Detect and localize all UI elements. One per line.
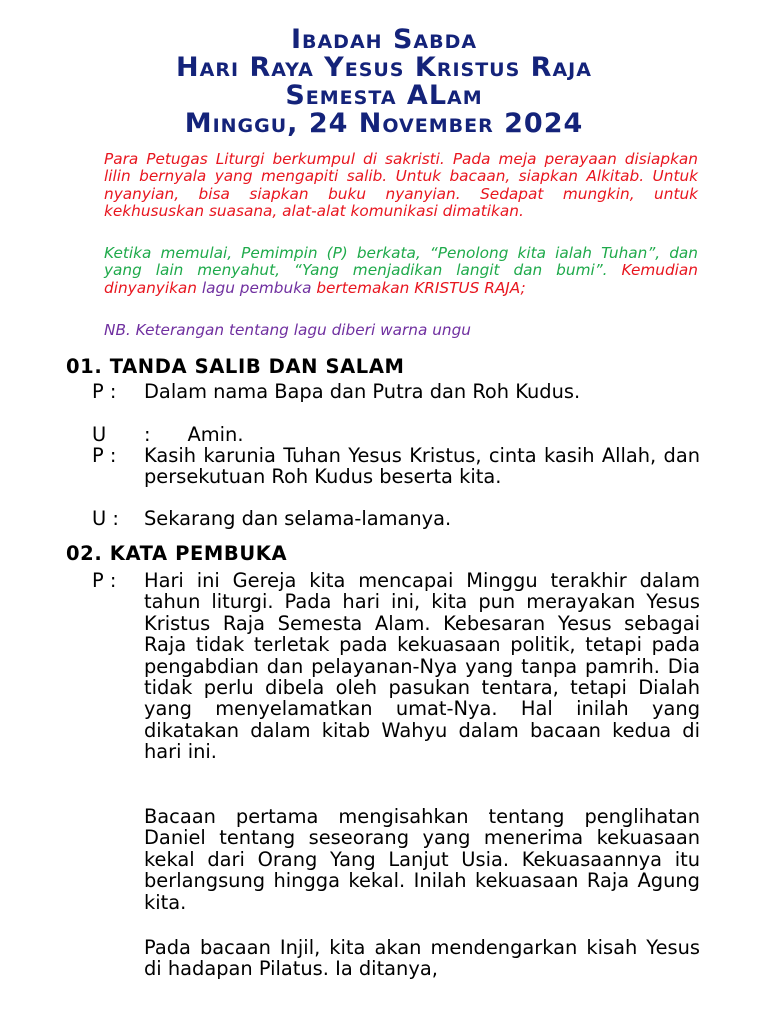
speaker-label: P : (92, 569, 117, 592)
paragraph: Bacaan pertama mengisahkan tentang penglihatan Daniel tentang seseorang yang menerima kekuasaan kekal dari Orang Yang Lanjut Usia. Kekuasaannya itu berlangsung hingga kekal. Inilah kekuasaan Raja Agung kita. (144, 805, 700, 914)
dialogue-line (92, 508, 700, 529)
rubric-note: NB. Keterangan tentang lagu diberi warna ungu (104, 321, 471, 339)
section-heading-2: 02. KATA PEMBUKA (66, 542, 288, 565)
rubric-opening-song-note: lagu pembuka (201, 278, 312, 297)
dialogue-text: Dalam nama Bapa dan Putra dan Roh Kudus. (144, 380, 581, 403)
title-line-1: Ibadah Sabda (290, 24, 478, 55)
speaker-label: U (92, 423, 107, 446)
title-line-4: Minggu, 24 November 2024 (184, 108, 584, 139)
dialogue-text: : Amin. (144, 423, 244, 446)
title-line-2: Hari Raya Yesus Kristus Raja (176, 52, 592, 83)
rubric-preparation: Para Petugas Liturgi berkumpul di sakristi. Pada meja perayaan disiapkan lilin bernyala yang mengapiti salib. Untuk bacaan, siapkan Alkitab. Untuk nyanyian, bisa siapkan buku nyanyian. Sedapat mungkin, untuk kekhususkan suasana, alat-alat komunikasi dimatikan. (104, 150, 698, 220)
dialogue-line (92, 424, 700, 445)
dialogue-line (92, 381, 700, 402)
rubric-opening-greeting: Ketika memulai, Pemimpin (P) berkata, “Penolong kita ialah Tuhan”, dan yang lain menyahut, “Yang menjadikan langit dan bumi”. (104, 244, 698, 280)
dialogue-text: Hari ini Gereja kita mencapai Minggu terakhir dalam tahun liturgi. Pada hari ini, kita pun merayakan Yesus Kristus Raja Semesta Alam. Kebesaran Yesus sebagai Raja tidak terletak pada kekuasaan politik, tetapi pada pengabdian dan pelayanan-Nya yang tanpa pamrih. Dia tidak perlu dibela oleh pasukan tentara, tetapi Dialah yang menyelamatkan umat-Nya. Hal inilah yang dikatakan dalam kitab Wahyu dalam bacaan kedua di hari ini. (144, 569, 700, 764)
dialogue-text: Sekarang dan selama-lamanya. (144, 507, 452, 530)
dialogue-line (92, 445, 700, 488)
section-heading-1: 01. TANDA SALIB DAN SALAM (66, 355, 405, 378)
speaker-label: U : (92, 507, 119, 530)
document-title (0, 26, 768, 138)
paragraph: Pada bacaan Injil, kita akan mendengarkan kisah Yesus di hadapan Pilatus. Ia ditanya, (144, 936, 700, 981)
title-line-3: Semesta ALam (285, 80, 483, 111)
speaker-label: P : (92, 380, 117, 403)
dialogue-line (92, 570, 700, 763)
rubric-opening-song-b: bertemakan KRISTUS RAJA; (311, 278, 526, 297)
rubric-opening (104, 245, 698, 297)
dialogue-text: Kasih karunia Tuhan Yesus Kristus, cinta kasih Allah, dan persekutuan Roh Kudus beserta kita. (144, 444, 700, 489)
speaker-label: P : (92, 444, 117, 467)
rubric-opening-song-a: Kemudian dinyanyikan (104, 261, 698, 297)
